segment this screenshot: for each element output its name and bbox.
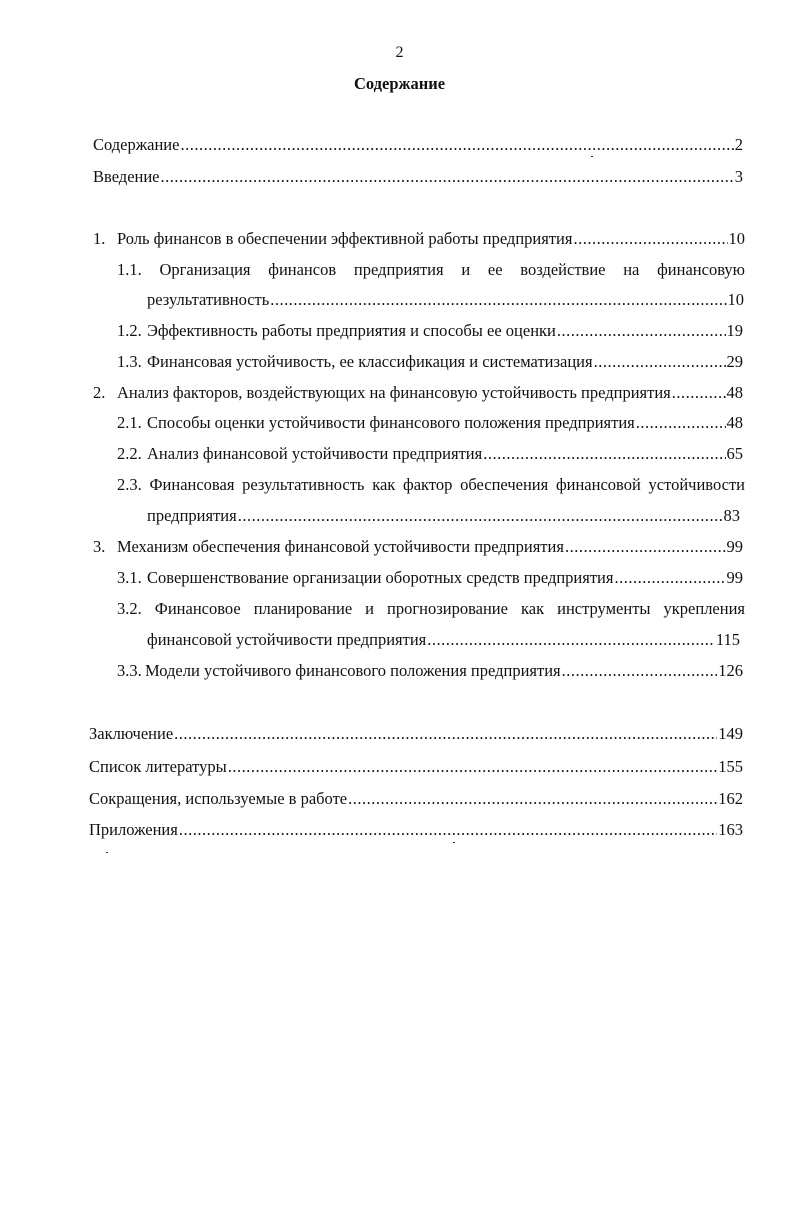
toc-entry-number: 2.3. (117, 475, 142, 494)
toc-entry-number: 2. (93, 383, 106, 402)
toc-entry-section-2-1[interactable] (117, 412, 743, 434)
toc-entry-label: Роль финансов в обеспечении эффективной работы предприятия (117, 229, 573, 248)
toc-entry-section-3-1[interactable] (117, 567, 743, 589)
toc-entry-chapter-1[interactable] (93, 228, 745, 250)
toc-entry-number: 3.3. (117, 661, 142, 680)
toc-entry-label: Финансовое планирование и прогнозирование как инструменты укрепления (154, 599, 745, 618)
toc-entry-page: 65 (726, 444, 743, 463)
toc-entry-appendices[interactable] (89, 819, 743, 841)
toc-leader-dots (614, 567, 725, 589)
toc-entry-page: 19 (726, 321, 743, 340)
toc-entry-label: Сокращения, используемые в работе (89, 789, 348, 808)
toc-entry-section-3-2[interactable] (117, 598, 745, 620)
toc-leader-dots (557, 320, 726, 342)
toc-entry-page: 83 (723, 506, 740, 525)
toc-leader-dots (161, 166, 734, 188)
toc-entry-chapter-2[interactable] (93, 382, 743, 404)
toc-entry-label: Совершенствование организации оборотных средств предприятия (147, 568, 614, 587)
toc-entry-page: 126 (718, 661, 743, 680)
toc-entry-page: 3 (734, 167, 743, 186)
toc-entry-section-2-3[interactable] (117, 474, 745, 496)
toc-entry-page: 99 (726, 568, 743, 587)
toc-entry-page: 48 (726, 413, 743, 432)
toc-entry-label: Модели устойчивого финансового положения предприятия (145, 661, 561, 680)
toc-entry-page: 155 (718, 757, 743, 776)
page-title: Содержание (353, 74, 446, 93)
toc-leader-dots (270, 289, 726, 311)
toc-entry-label: Список литературы (89, 757, 227, 776)
toc-leader-dots (573, 228, 727, 250)
scan-speck (591, 156, 593, 157)
toc-entry-section-3-2-cont[interactable] (147, 629, 740, 651)
toc-entry-label: результативность (147, 290, 270, 309)
toc-entry-label: Анализ финансовой устойчивости предприятия (147, 444, 483, 463)
toc-entry-page: 10 (728, 229, 745, 248)
toc-entry-page: 162 (718, 789, 743, 808)
toc-leader-dots (427, 629, 715, 651)
toc-entry-contents[interactable] (93, 134, 743, 156)
toc-entry-label: Введение (93, 167, 160, 186)
toc-entry-number: 1.2. (117, 321, 142, 340)
toc-entry-label: предприятия (147, 506, 237, 525)
toc-entry-page: 29 (726, 352, 743, 371)
toc-entry-section-1-1-cont[interactable] (147, 289, 744, 311)
toc-entry-page: 99 (726, 537, 743, 556)
toc-entry-section-1-1[interactable] (117, 259, 745, 281)
toc-entry-label: Способы оценки устойчивости финансового положения предприятия (147, 413, 635, 432)
toc-entry-page: 10 (727, 290, 744, 309)
toc-entry-number: 2.1. (117, 413, 142, 432)
toc-entry-page: 149 (718, 724, 743, 743)
toc-entry-label: Заключение (89, 724, 174, 743)
toc-entry-label: Финансовая устойчивость, ее классификация и систематизация (147, 352, 593, 371)
toc-entry-label: Механизм обеспечения финансовой устойчивости предприятия (117, 537, 564, 556)
toc-entry-page: 48 (726, 383, 743, 402)
toc-entry-section-2-3-cont[interactable] (147, 505, 740, 527)
toc-entry-page: 163 (718, 820, 743, 839)
toc-entry-number: 1.3. (117, 352, 142, 371)
scan-speck (106, 852, 108, 853)
toc-leader-dots (238, 505, 723, 527)
toc-entry-section-1-3[interactable] (117, 351, 743, 373)
toc-entry-number: 1.1. (117, 260, 142, 279)
toc-entry-label: Анализ факторов, воздействующих на финансовую устойчивость предприятия (117, 383, 671, 402)
toc-entry-chapter-3[interactable] (93, 536, 743, 558)
toc-entry-intro[interactable] (93, 166, 743, 188)
toc-entry-page: 115 (715, 630, 740, 649)
toc-entry-number: 1. (93, 229, 106, 248)
toc-leader-dots (180, 134, 733, 156)
toc-entry-section-3-3[interactable] (117, 660, 743, 682)
toc-leader-dots (179, 819, 717, 841)
toc-entry-label: Приложения (89, 820, 178, 839)
toc-entry-label: Финансовая результативность как фактор обеспечения финансовой устойчивости (149, 475, 746, 494)
toc-entry-section-1-2[interactable] (117, 320, 743, 342)
toc-entry-references[interactable] (89, 756, 743, 778)
toc-entry-label: Организация финансов предприятия и ее воздействие на финансовую (159, 260, 745, 279)
toc-entry-number: 2.2. (117, 444, 142, 463)
toc-entry-section-2-2[interactable] (117, 443, 743, 465)
toc-leader-dots (348, 788, 717, 810)
page-number: 2 (395, 44, 404, 61)
toc-entry-label: Содержание (93, 135, 180, 154)
toc-entry-conclusion[interactable] (89, 723, 743, 745)
toc-leader-dots (174, 723, 717, 745)
toc-leader-dots (636, 412, 726, 434)
toc-entry-number: 3. (93, 537, 106, 556)
toc-leader-dots (672, 382, 726, 404)
toc-entry-number: 3.1. (117, 568, 142, 587)
toc-leader-dots (228, 756, 718, 778)
toc-entry-label: Эффективность работы предприятия и способы ее оценки (147, 321, 556, 340)
toc-leader-dots (483, 443, 725, 465)
toc-entry-abbreviations[interactable] (89, 788, 743, 810)
scan-speck (453, 842, 455, 843)
toc-entry-page: 2 (734, 135, 743, 154)
toc-leader-dots (594, 351, 726, 373)
toc-entry-number: 3.2. (117, 599, 142, 618)
toc-leader-dots (565, 536, 726, 558)
toc-entry-label: финансовой устойчивости предприятия (147, 630, 427, 649)
toc-leader-dots (562, 660, 718, 682)
